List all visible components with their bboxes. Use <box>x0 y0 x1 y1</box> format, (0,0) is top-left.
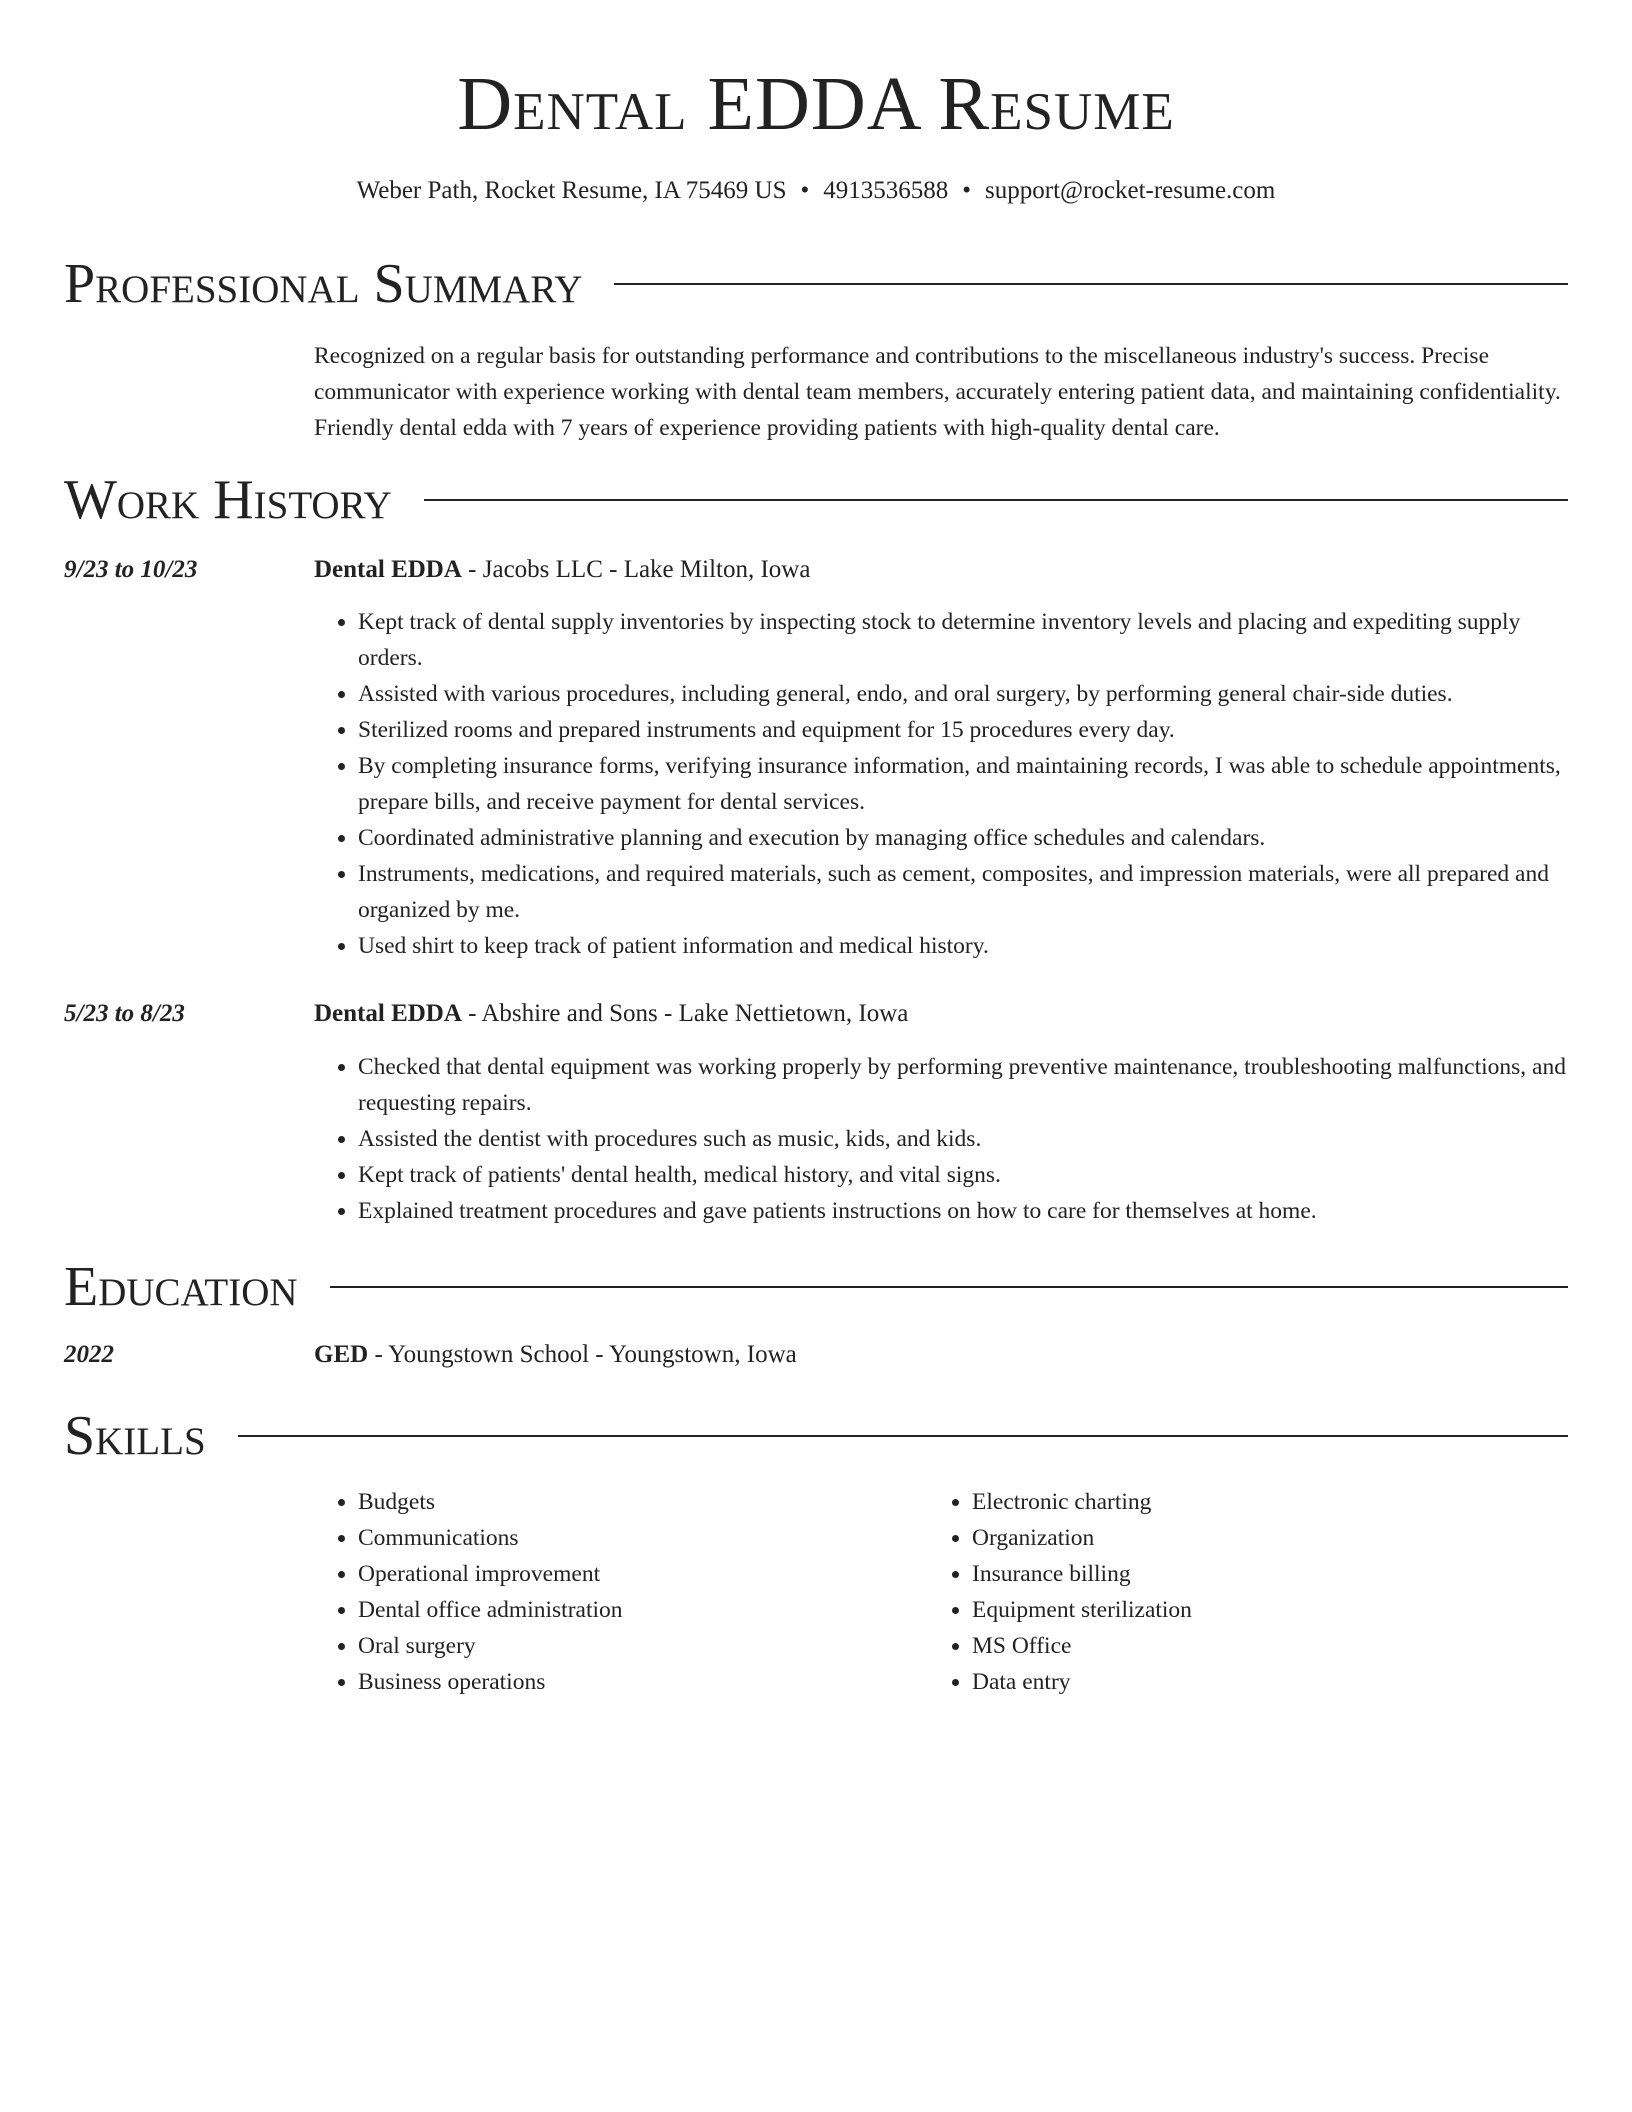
section-header-education <box>64 1255 1568 1319</box>
list-item: • Coordinated administrative planning and execution by managing office schedules and calendars. <box>358 820 1568 856</box>
section-header-summary <box>64 252 1568 316</box>
skill-item: • Oral surgery <box>358 1628 874 1664</box>
list-item: • By completing insurance forms, verifying insurance information, and maintaining records, I was able to schedule appointments, prepare bills, and receive payment for dental services. <box>358 748 1568 820</box>
section-divider <box>614 283 1568 285</box>
education-degree: GED <box>314 1341 369 1368</box>
skill-item: • MS Office <box>972 1628 1488 1664</box>
job-bullets <box>314 604 1568 964</box>
skill-item: • Business operations <box>358 1664 874 1700</box>
contact-phone: 4913536588 <box>823 177 949 204</box>
skill-item: • Data entry <box>972 1664 1488 1700</box>
skills-list-right <box>928 1484 1488 1700</box>
job-title <box>314 997 908 1031</box>
education-details: - Youngstown School - Youngstown, Iowa <box>368 1341 797 1368</box>
skill-item: • Dental office administration <box>358 1592 874 1628</box>
section-title-summary: Professional Summary <box>64 253 583 315</box>
skill-item: • Budgets <box>358 1484 874 1520</box>
list-item: • Instruments, medications, and required materials, such as cement, composites, and impression materials, were all prepared and organized by me. <box>358 856 1568 928</box>
list-item: • Assisted the dentist with procedures such as music, kids, and kids. <box>358 1121 1568 1157</box>
skill-item: • Electronic charting <box>972 1484 1488 1520</box>
skills-list-left <box>314 1484 874 1700</box>
contact-line <box>0 174 1632 208</box>
job-title <box>314 553 810 587</box>
section-title-work-history: Work History <box>64 469 392 531</box>
section-title-skills: Skills <box>64 1405 206 1467</box>
skill-item: • Communications <box>358 1520 874 1556</box>
job-dates: 9/23 to 10/23 <box>64 556 198 583</box>
contact-separator: • <box>962 177 972 204</box>
section-header-work-history <box>64 468 1568 532</box>
job-details: - Abshire and Sons - Lake Nettietown, Iowa <box>461 1000 909 1027</box>
section-divider <box>238 1435 1568 1437</box>
section-divider <box>330 1286 1568 1288</box>
job-role: Dental EDDA <box>314 556 462 583</box>
list-item: • Kept track of dental supply inventories by inspecting stock to determine inventory levels and placing and expediting supply orders. <box>358 604 1568 676</box>
list-item: • Explained treatment procedures and gave patients instructions on how to care for themselves at home. <box>358 1193 1568 1229</box>
contact-address: Weber Path, Rocket Resume, IA 75469 US <box>356 177 787 204</box>
job-details: - Jacobs LLC - Lake Milton, Iowa <box>461 556 811 583</box>
skill-item: • Insurance billing <box>972 1556 1488 1592</box>
skill-item: • Organization <box>972 1520 1488 1556</box>
section-divider <box>424 499 1568 501</box>
list-item: • Checked that dental equipment was working properly by performing preventive maintenance, troubleshooting malfunctions, and requesting repairs. <box>358 1049 1568 1121</box>
skill-item: • Operational improvement <box>358 1556 874 1592</box>
education-entry <box>314 1338 797 1372</box>
list-item: • Kept track of patients' dental health, medical history, and vital signs. <box>358 1157 1568 1193</box>
list-item: • Used shirt to keep track of patient information and medical history. <box>358 928 1568 964</box>
contact-separator: • <box>800 177 810 204</box>
section-header-skills <box>64 1404 1568 1468</box>
list-item: • Sterilized rooms and prepared instruments and equipment for 15 procedures every day. <box>358 712 1568 748</box>
job-bullets <box>314 1049 1568 1229</box>
education-year: 2022 <box>64 1341 114 1368</box>
job-role: Dental EDDA <box>314 1000 462 1027</box>
job-dates: 5/23 to 8/23 <box>64 1000 185 1027</box>
section-title-education: Education <box>64 1256 298 1318</box>
contact-email: support@rocket-resume.com <box>985 177 1276 204</box>
skill-item: • Equipment sterilization <box>972 1592 1488 1628</box>
resume-name: Dental EDDA Resume <box>457 62 1175 146</box>
summary-text: Recognized on a regular basis for outstanding performance and contributions to the miscellaneous industry's success. Precise communicator with experience working with dental team members, accurately entering patient data, and maintaining confidentiality. Friendly dental edda with 7 years of experience providing patients with high-quality dental care. <box>314 343 1561 441</box>
list-item: • Assisted with various procedures, including general, endo, and oral surgery, by performing general chair-side duties. <box>358 676 1568 712</box>
